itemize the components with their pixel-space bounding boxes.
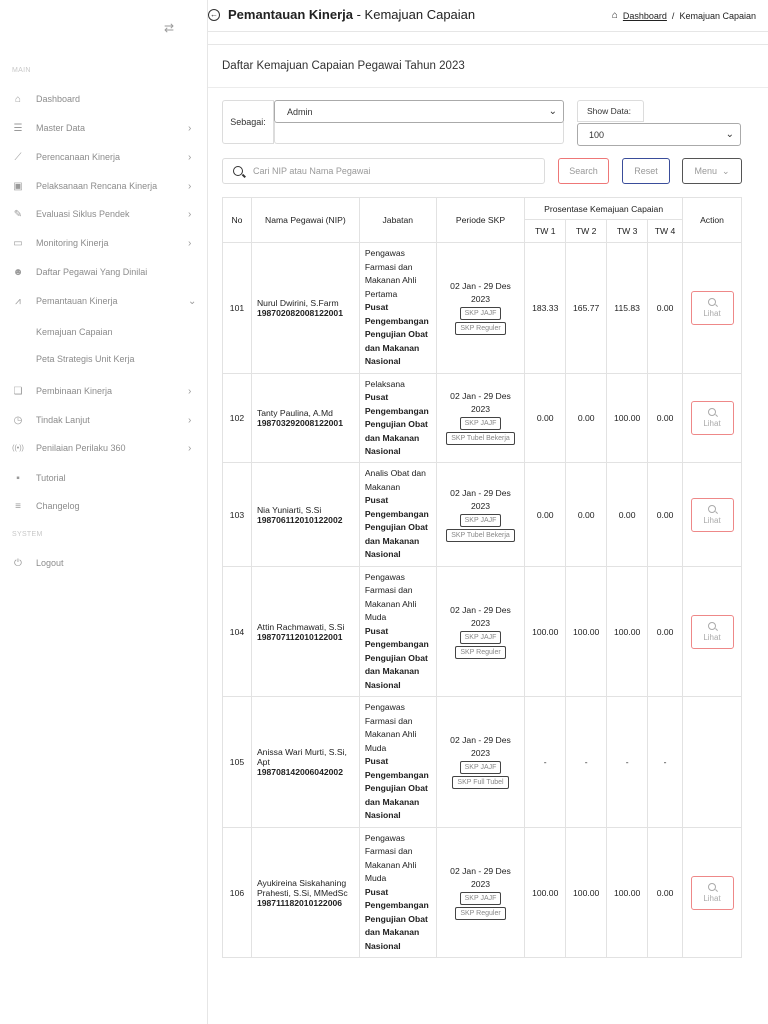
cell-jabatan	[359, 697, 436, 828]
breadcrumb	[612, 10, 756, 21]
chart-pen-icon: ⟋	[14, 151, 22, 163]
back-arrow-icon[interactable]: ←	[210, 10, 218, 19]
position-title: Pelaksana	[364, 378, 405, 389]
position-title: Pengawas Farmasi dan Makanan Ahli Muda	[364, 702, 417, 753]
lihat-label: Lihat	[703, 632, 721, 642]
skp-type-badge: SKP JAJF	[460, 514, 502, 527]
cell-tw4: 0.00	[648, 828, 683, 958]
sidebar-item-label: Tindak Lanjut	[36, 415, 90, 425]
table-row	[223, 463, 742, 567]
list-icon: ≡	[15, 500, 21, 512]
role-select-value: Admin	[287, 107, 313, 117]
employee-nip: 198708142006042002	[256, 767, 343, 777]
employee-name: Nia Yuniarti, S.Si	[256, 504, 322, 515]
breadcrumb-current: Kemajuan Capaian	[679, 10, 756, 21]
calendar-check-icon: ▣	[13, 180, 23, 192]
cell-action	[683, 697, 742, 828]
sidebar-section-system: SYSTEM	[12, 531, 43, 538]
page-title-sub: - Kemajuan Capaian	[353, 7, 476, 22]
page-title-main: Pemantauan Kinerja	[228, 7, 353, 22]
cell-action	[683, 828, 742, 958]
sidebar-item-label: Tutorial	[36, 473, 66, 483]
lihat-button[interactable]	[691, 876, 734, 910]
sidebar-subitem-peta-strategis[interactable]: Peta Strategis Unit Kerja	[36, 354, 135, 364]
work-unit: Pusat Pengembangan Pengujian Obat dan Makanan Nasional	[364, 392, 429, 456]
cell-no: 105	[223, 697, 252, 828]
period-dates: 02 Jan - 29 Des 2023	[450, 391, 511, 414]
period-dates: 02 Jan - 29 Des 2023	[450, 865, 511, 889]
video-icon: ▪	[16, 472, 20, 484]
position-title: Pengawas Farmasi dan Makanan Ahli Muda	[364, 571, 417, 623]
sidebar-item-label: Pembinaan Kinerja	[36, 386, 113, 396]
work-unit: Pusat Pengembangan Pengujian Obat dan Makanan Nasional	[364, 495, 429, 560]
sidebar-item-label: Perencanaan Kinerja	[36, 152, 121, 162]
monitor-icon: ▭	[13, 237, 23, 249]
cell-tw2: 0.00	[566, 374, 607, 463]
search-input[interactable]	[253, 159, 538, 183]
sidebar-item-label: Pemantauan Kinerja	[36, 296, 118, 306]
sidebar-item-perencanaan-kinerja[interactable]	[0, 147, 208, 167]
chevron-right-icon: ›	[188, 442, 192, 454]
position-title: Pengawas Farmasi dan Makanan Ahli Muda	[364, 832, 417, 884]
lihat-label: Lihat	[703, 515, 721, 525]
cell-periode	[436, 243, 524, 374]
user-icon: ☻	[12, 266, 24, 278]
chart-line-icon: ⩘	[15, 295, 21, 307]
chevron-down-icon: ⌄	[548, 106, 557, 117]
sebagai-label: Sebagai:	[222, 100, 274, 144]
cell-no: 106	[223, 828, 252, 958]
employee-nip: 198707112010122001	[256, 631, 343, 642]
card-title: Daftar Kemajuan Capaian Pegawai Tahun 2023	[222, 60, 465, 72]
cell-nama	[251, 243, 359, 374]
sidebar-item-evaluasi-siklus-pendek[interactable]	[0, 204, 208, 224]
cell-periode	[436, 567, 524, 697]
sidebar-toggle-icon[interactable]: ⇄	[164, 21, 175, 35]
cell-tw2: 100.00	[566, 828, 607, 958]
employee-name: Attin Rachmawati, S.Si	[256, 621, 345, 632]
cell-tw3: 115.83	[607, 243, 648, 374]
table-row	[223, 374, 742, 463]
cell-periode	[436, 828, 524, 958]
period-dates: 02 Jan - 29 Des 2023	[450, 735, 511, 758]
search-icon	[708, 622, 716, 630]
header-tw4: TW 4	[648, 220, 683, 243]
card-divider	[208, 87, 768, 88]
cell-jabatan	[359, 463, 436, 567]
reset-button[interactable]: Reset	[622, 158, 670, 184]
cell-tw3: 100.00	[607, 374, 648, 463]
show-data-value: 100	[589, 130, 605, 140]
lihat-button[interactable]	[691, 498, 734, 532]
chevron-right-icon: ›	[188, 385, 192, 397]
header-tw1: TW 1	[525, 220, 566, 243]
work-unit: Pusat Pengembangan Pengujian Obat dan Makanan Nasional	[364, 886, 429, 951]
sidebar-item-pembinaan-kinerja[interactable]	[0, 381, 208, 401]
cell-tw1: 0.00	[525, 463, 566, 567]
sidebar-item-pelaksanaan-rencana-kinerja[interactable]	[0, 176, 208, 196]
cell-tw4: 0.00	[648, 463, 683, 567]
cell-tw4: 0.00	[648, 243, 683, 374]
menu-button-label: Menu	[694, 166, 717, 176]
search-button[interactable]: Search	[558, 158, 609, 184]
sidebar-item-dashboard[interactable]	[0, 89, 208, 109]
sidebar-item-label: Logout	[36, 558, 64, 568]
database-icon: ☰	[13, 122, 23, 134]
work-unit: Pusat Pengembangan Pengujian Obat dan Makanan Nasional	[364, 302, 429, 367]
search-icon	[233, 166, 243, 176]
page-title	[228, 7, 475, 22]
header-periode: Periode SKP	[436, 198, 524, 243]
skp-category-badge: SKP Reguler	[455, 646, 505, 659]
position-title: Pengawas Farmasi dan Makanan Ahli Pertama	[364, 248, 417, 299]
cell-tw1: 0.00	[525, 374, 566, 463]
role-select-frame	[274, 122, 564, 144]
cell-tw2: 100.00	[566, 567, 607, 697]
sidebar-item-daftar-pegawai[interactable]	[0, 262, 208, 282]
header-tw2: TW 2	[566, 220, 607, 243]
lihat-button[interactable]	[691, 401, 734, 435]
cell-action	[683, 463, 742, 567]
employee-nip: 198711182010122006	[256, 897, 343, 908]
cell-tw2: -	[566, 697, 607, 828]
cell-nama	[251, 567, 359, 697]
search-box	[222, 158, 545, 184]
search-icon	[708, 298, 716, 306]
employee-nip: 198702082008122001	[256, 308, 343, 318]
sidebar-item-label: Pelaksanaan Rencana Kinerja	[36, 181, 158, 191]
breadcrumb-separator: /	[671, 10, 675, 21]
sidebar-item-tindak-lanjut[interactable]	[0, 410, 208, 430]
cell-tw4: -	[648, 697, 683, 828]
cell-jabatan	[359, 243, 436, 374]
cell-no: 101	[223, 243, 252, 374]
sidebar-item-master-data[interactable]	[0, 118, 208, 138]
pencil-icon: ✎	[13, 208, 23, 220]
search-icon	[708, 505, 716, 513]
broadcast-icon: ((•))	[12, 444, 24, 452]
cell-jabatan	[359, 828, 436, 958]
cell-tw1: -	[525, 697, 566, 828]
chevron-right-icon: ›	[188, 237, 192, 249]
table-body	[223, 243, 742, 958]
cell-nama	[251, 697, 359, 828]
home-icon: ⌂	[14, 93, 22, 105]
period-dates: 02 Jan - 29 Des 2023	[450, 604, 511, 628]
cell-tw2: 165.77	[566, 243, 607, 374]
sidebar-item-tutorial[interactable]	[0, 468, 208, 488]
cell-jabatan	[359, 374, 436, 463]
cell-tw1: 183.33	[525, 243, 566, 374]
chevron-right-icon: ›	[188, 208, 192, 220]
table-row	[223, 697, 742, 828]
chevron-right-icon: ›	[188, 122, 192, 134]
skp-type-badge: SKP JAJF	[460, 892, 502, 905]
skp-type-badge: SKP JAJF	[460, 631, 502, 644]
sidebar	[0, 0, 208, 1024]
lihat-label: Lihat	[703, 419, 721, 428]
employee-nip: 198703292008122001	[256, 418, 343, 428]
header-jabatan: Jabatan	[359, 198, 436, 243]
employee-name: Tanty Paulina, A.Md	[256, 408, 333, 418]
table-row	[223, 243, 742, 374]
sidebar-item-label: Master Data	[36, 123, 86, 133]
sidebar-item-label: Monitoring Kinerja	[36, 238, 109, 248]
employee-name: Anissa Wari Murti, S.Si, Apt	[256, 747, 347, 767]
cell-periode	[436, 463, 524, 567]
power-icon: ⏻	[14, 557, 22, 569]
sidebar-item-monitoring-kinerja[interactable]	[0, 233, 208, 253]
sidebar-item-changelog[interactable]	[0, 496, 208, 516]
cell-tw1: 100.00	[525, 828, 566, 958]
header-nama: Nama Pegawai (NIP)	[251, 198, 359, 243]
sidebar-item-label: Changelog	[36, 501, 80, 511]
sidebar-item-label: Dashboard	[36, 94, 81, 104]
skp-category-badge: SKP Tubel Bekerja	[446, 529, 515, 542]
table-row	[223, 567, 742, 697]
chevron-right-icon: ›	[188, 180, 192, 192]
header-prosentase: Prosentase Kemajuan Capaian	[525, 198, 683, 220]
cell-action	[683, 567, 742, 697]
cell-no: 102	[223, 374, 252, 463]
search-icon	[708, 883, 716, 891]
sidebar-item-pemantauan-kinerja[interactable]	[0, 291, 208, 311]
breadcrumb-dashboard-link[interactable]: Dashboard	[622, 10, 667, 21]
search-icon	[708, 408, 716, 416]
cell-no: 104	[223, 567, 252, 697]
sidebar-item-logout[interactable]	[0, 553, 208, 573]
position-title: Analis Obat dan Makanan	[364, 468, 426, 492]
cell-tw2: 0.00	[566, 463, 607, 567]
sidebar-item-label: Evaluasi Siklus Pendek	[36, 209, 130, 219]
cell-no: 103	[223, 463, 252, 567]
page-header	[208, 0, 768, 32]
cell-periode	[436, 374, 524, 463]
cell-nama	[251, 374, 359, 463]
cell-tw1: 100.00	[525, 567, 566, 697]
period-dates: 02 Jan - 29 Des 2023	[450, 281, 511, 304]
clock-icon: ◷	[13, 414, 23, 426]
lihat-label: Lihat	[703, 893, 721, 903]
cell-nama	[251, 463, 359, 567]
table-row	[223, 828, 742, 958]
cell-action	[683, 374, 742, 463]
home-icon: ⌂	[611, 10, 618, 21]
skp-category-badge: SKP Full Tubel	[452, 776, 508, 789]
employee-name: Ayukireina Siskahaning Prahesti, S.Si, MMedSc	[256, 877, 348, 898]
sidebar-item-label: Penilaian Perilaku 360	[36, 443, 126, 453]
skp-type-badge: SKP JAJF	[460, 761, 502, 774]
skp-type-badge: SKP JAJF	[460, 307, 502, 320]
cell-tw3: 0.00	[607, 463, 648, 567]
employee-name: Nurul Dwirini, S.Farm	[256, 298, 339, 308]
skp-category-badge: SKP Tubel Bekerja	[446, 432, 515, 445]
cell-tw3: 100.00	[607, 567, 648, 697]
skp-category-badge: SKP Reguler	[455, 322, 505, 335]
work-unit: Pusat Pengembangan Pengujian Obat dan Makanan Nasional	[364, 756, 429, 821]
chat-icon: ❏	[13, 385, 23, 397]
cell-action	[683, 243, 742, 374]
lihat-label: Lihat	[703, 309, 721, 318]
header-no: No	[223, 198, 252, 243]
header-tw3: TW 3	[607, 220, 648, 243]
chevron-down-icon: ⌄	[188, 295, 197, 307]
cell-tw3: -	[607, 697, 648, 828]
cell-jabatan	[359, 567, 436, 697]
work-unit: Pusat Pengembangan Pengujian Obat dan Makanan Nasional	[364, 625, 429, 690]
sidebar-item-penilaian-perilaku[interactable]	[0, 438, 208, 458]
sidebar-section-main: MAIN	[12, 67, 31, 74]
chevron-right-icon: ›	[188, 151, 192, 163]
chevron-down-icon: ⌄	[721, 165, 730, 176]
period-dates: 02 Jan - 29 Des 2023	[450, 487, 511, 511]
cell-tw3: 100.00	[607, 828, 648, 958]
employee-nip: 198706112010122002	[256, 514, 343, 525]
lihat-button[interactable]	[691, 615, 734, 649]
cell-tw4: 0.00	[648, 567, 683, 697]
show-data-select[interactable]	[577, 123, 741, 146]
cell-periode	[436, 697, 524, 828]
menu-button[interactable]	[682, 158, 742, 184]
lihat-button[interactable]	[691, 291, 734, 325]
sidebar-item-label: Daftar Pegawai Yang Dinilai	[36, 267, 148, 277]
role-select[interactable]	[274, 100, 564, 123]
chevron-right-icon: ›	[188, 414, 192, 426]
progress-table	[222, 197, 742, 958]
sidebar-subitem-kemajuan-capaian[interactable]: Kemajuan Capaian	[36, 327, 113, 337]
skp-type-badge: SKP JAJF	[460, 417, 502, 430]
show-data-label: Show Data:	[577, 100, 644, 122]
header-action: Action	[683, 198, 742, 243]
cell-nama	[251, 828, 359, 958]
chevron-down-icon: ⌄	[725, 129, 734, 140]
cell-tw4: 0.00	[648, 374, 683, 463]
skp-category-badge: SKP Reguler	[455, 907, 505, 920]
